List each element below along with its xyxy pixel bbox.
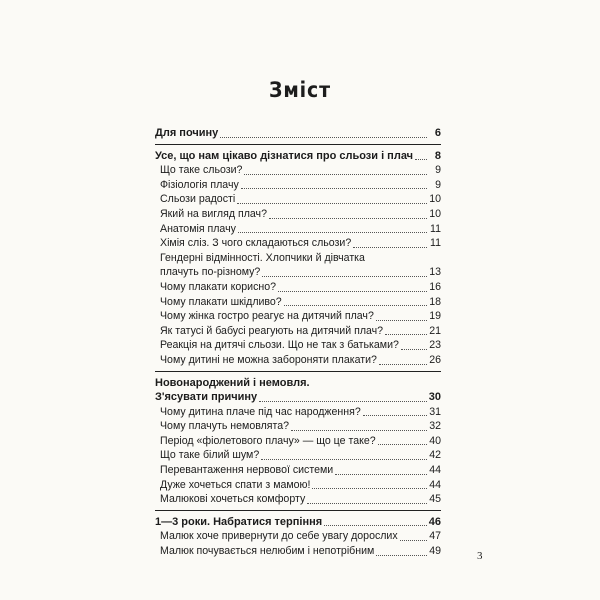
dot-leader bbox=[400, 539, 427, 541]
toc-page-number: 11 bbox=[430, 237, 441, 250]
toc-entry-title: Фізіологія плачу bbox=[160, 178, 239, 191]
dot-leader bbox=[269, 217, 427, 219]
toc-page-number: 31 bbox=[429, 405, 441, 418]
toc-section[interactable] bbox=[155, 515, 441, 530]
dot-leader bbox=[307, 502, 427, 504]
toc-section-title: 1—3 роки. Набратися терпіння bbox=[155, 515, 323, 528]
toc-entry[interactable] bbox=[155, 207, 441, 222]
toc-entry-title: Анатомія плачу bbox=[160, 222, 236, 235]
dot-leader bbox=[237, 202, 427, 204]
toc-page-number: 49 bbox=[429, 545, 441, 558]
toc-entry-title: Чому дитина плаче під час народження? bbox=[160, 405, 361, 418]
dot-leader bbox=[278, 290, 427, 292]
dot-leader bbox=[238, 231, 427, 233]
dot-leader bbox=[379, 363, 427, 365]
toc-entry-line[interactable]: Гендерні відмінності. Хлопчики й дівчатка bbox=[160, 251, 365, 264]
toc-entry[interactable] bbox=[155, 448, 441, 463]
toc-page-number: 8 bbox=[434, 149, 441, 162]
toc-page-number: 45 bbox=[429, 493, 441, 506]
toc-page-number: 32 bbox=[429, 420, 441, 433]
toc-entry-title: Малюкові хочеться комфорту bbox=[160, 493, 306, 506]
toc-page-number: 19 bbox=[429, 310, 441, 323]
dot-leader bbox=[284, 304, 427, 306]
dot-leader bbox=[262, 275, 427, 277]
toc-page-number: 21 bbox=[429, 324, 441, 337]
toc-entry[interactable] bbox=[155, 192, 441, 207]
toc-entry-title: Дуже хочеться спати з мамою! bbox=[160, 478, 311, 491]
table-of-contents bbox=[155, 126, 441, 559]
toc-page-number: 42 bbox=[429, 449, 441, 462]
dot-leader bbox=[376, 554, 427, 556]
toc-entry-title: Період «фіолетового плачу» — що це таке? bbox=[160, 434, 376, 447]
toc-entry-title: Що таке сльози? bbox=[160, 164, 243, 177]
toc-entry[interactable] bbox=[155, 544, 441, 559]
toc-entry[interactable] bbox=[155, 222, 441, 237]
toc-entry[interactable] bbox=[155, 492, 441, 507]
toc-entry[interactable] bbox=[155, 353, 441, 368]
toc-page-number: 11 bbox=[430, 222, 441, 235]
section-divider bbox=[155, 144, 441, 145]
dot-leader bbox=[376, 319, 427, 321]
toc-section[interactable] bbox=[155, 149, 441, 164]
toc-section[interactable] bbox=[155, 126, 441, 141]
toc-entry-title: Який на вигляд плач? bbox=[160, 207, 267, 220]
dot-leader bbox=[220, 136, 427, 138]
dot-leader bbox=[415, 158, 427, 160]
toc-section[interactable] bbox=[155, 390, 441, 405]
toc-entry[interactable] bbox=[155, 309, 441, 324]
toc-entry[interactable] bbox=[155, 280, 441, 295]
dot-leader bbox=[378, 443, 427, 445]
dot-leader bbox=[244, 173, 427, 175]
toc-entry-title: Чому плакати шкідливо? bbox=[160, 295, 282, 308]
toc-entry-title: Малюк хоче привернути до себе увагу дорослих bbox=[160, 530, 398, 543]
dot-leader bbox=[353, 246, 427, 248]
toc-page-number: 44 bbox=[429, 478, 441, 491]
toc-page-number: 13 bbox=[429, 266, 441, 279]
toc-entry-title: Малюк почувається нелюбим і непотрібним bbox=[160, 545, 375, 558]
toc-entry-title: Реакція на дитячі сльози. Що не так з батьками? bbox=[160, 339, 399, 352]
toc-entry-title: Як татусі й бабусі реагують на дитячий плач? bbox=[160, 324, 384, 337]
toc-page-number: 40 bbox=[429, 434, 441, 447]
toc-page-number: 18 bbox=[429, 295, 441, 308]
toc-entry[interactable] bbox=[155, 265, 441, 280]
toc-entry-title: Що таке білий шум? bbox=[160, 449, 260, 462]
toc-page-number: 46 bbox=[428, 515, 441, 528]
toc-section-title-line[interactable]: Новонароджений і немовля. bbox=[155, 376, 310, 389]
toc-entry[interactable] bbox=[155, 178, 441, 193]
page-title: Зміст bbox=[268, 78, 332, 102]
toc-page-number: 23 bbox=[429, 339, 441, 352]
dot-leader bbox=[401, 348, 427, 350]
toc-entry[interactable] bbox=[155, 163, 441, 178]
dot-leader bbox=[335, 473, 427, 475]
toc-page-number: 6 bbox=[434, 127, 441, 139]
dot-leader bbox=[241, 187, 427, 189]
toc-entry[interactable] bbox=[155, 529, 441, 544]
dot-leader bbox=[291, 429, 427, 431]
toc-page-number: 26 bbox=[429, 353, 441, 366]
section-divider bbox=[155, 371, 441, 372]
toc-entry[interactable] bbox=[155, 434, 441, 449]
toc-entry-title: Чому жінка гостро реагує на дитячий плач? bbox=[160, 310, 374, 323]
toc-entry-title: Хімія сліз. З чого складаються сльози? bbox=[160, 237, 352, 250]
toc-entry[interactable] bbox=[155, 324, 441, 339]
toc-page-number: 9 bbox=[435, 164, 441, 177]
toc-section-title: Усе, що нам цікаво дізнатися про сльози і плач bbox=[155, 149, 414, 162]
toc-entry[interactable] bbox=[155, 295, 441, 310]
toc-entry[interactable] bbox=[155, 405, 441, 420]
toc-page-number: 16 bbox=[429, 280, 441, 293]
toc-section-title: Для почину bbox=[155, 127, 219, 139]
dot-leader bbox=[259, 400, 427, 402]
toc-entry-title: Перевантаження нервової системи bbox=[160, 464, 334, 477]
toc-entry-title: плачуть по-різному? bbox=[160, 266, 261, 279]
toc-entry[interactable] bbox=[155, 463, 441, 478]
toc-entry[interactable] bbox=[155, 236, 441, 251]
toc-page-number: 10 bbox=[429, 193, 441, 206]
dot-leader bbox=[261, 458, 427, 460]
dot-leader bbox=[324, 524, 427, 526]
dot-leader bbox=[385, 333, 427, 335]
toc-section-title: З'ясувати причину bbox=[155, 391, 258, 404]
toc-page-number: 30 bbox=[428, 391, 441, 404]
toc-page-number: 47 bbox=[429, 530, 441, 543]
toc-page-number: 44 bbox=[429, 464, 441, 477]
toc-page-number: 10 bbox=[429, 207, 441, 220]
toc-entry-title: Сльози радості bbox=[160, 193, 236, 206]
toc-entry-title: Чому дитині не можна забороняти плакати? bbox=[160, 353, 377, 366]
dot-leader bbox=[312, 487, 427, 489]
toc-entry-title: Чому плачуть немовлята? bbox=[160, 420, 290, 433]
toc-entry[interactable] bbox=[155, 338, 441, 353]
toc-entry[interactable] bbox=[155, 419, 441, 434]
section-divider bbox=[155, 510, 441, 511]
toc-entry[interactable] bbox=[155, 478, 441, 493]
toc-page-number: 9 bbox=[435, 178, 441, 191]
page-number: 3 bbox=[477, 550, 483, 562]
dot-leader bbox=[363, 414, 427, 416]
toc-entry-title: Чому плакати корисно? bbox=[160, 280, 277, 293]
